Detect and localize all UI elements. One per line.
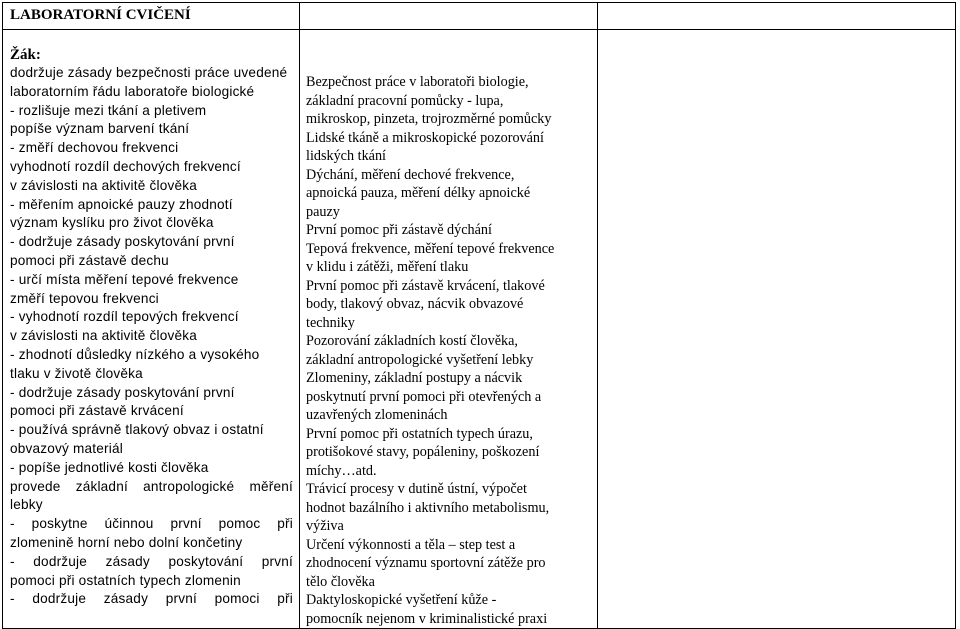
- content-line: míchy…atd.: [306, 462, 377, 479]
- content-line: Dýchání, měření dechové frekvence,: [306, 166, 515, 183]
- content-line: Daktyloskopické vyšetření kůže -: [306, 592, 497, 608]
- outcomes-list: [10, 64, 299, 609]
- outcome-line: pomoci při zástavě krvácení: [10, 403, 184, 419]
- outcome-line: lebky: [10, 497, 43, 513]
- outcome-line: dodržuje zásady bezpečnosti práce uvedené: [10, 65, 288, 80]
- outcome-line: - dodržuje zásady první pomoci při: [10, 591, 293, 607]
- outcome-line: - vyhodnotí rozdíl tepových frekvencí: [10, 309, 239, 325]
- outcome-line: - měřením apnoické pauzy zhodnotí: [10, 196, 233, 212]
- table-title: LABORATORNÍ CVIČENÍ: [10, 7, 191, 23]
- content-line: lidských tkání: [306, 148, 386, 164]
- content-line: uzavřených zlomeninách: [306, 407, 448, 423]
- content-line: Určení výkonnosti a těla – step test a: [306, 536, 516, 553]
- content-line: v klidu i zátěži, měření tlaku: [306, 259, 469, 275]
- outcome-line: změří tepovou frekvenci: [10, 290, 159, 306]
- outcome-line: vyhodnotí rozdíl dechových frekvencí: [10, 158, 241, 174]
- outcome-line: - dodržuje zásady poskytování první: [10, 234, 235, 250]
- notes-cell: [598, 30, 956, 629]
- outcome-line: laboratorním řádu laboratoře biologické: [10, 83, 255, 99]
- outcomes-cell: [3, 30, 300, 629]
- outcome-line: v závislosti na aktivitě člověka: [10, 328, 197, 344]
- outcome-line: - zhodnotí důsledky nízkého a vysokého: [10, 346, 260, 362]
- content-line: výživa: [306, 518, 344, 534]
- header-cell-content: [300, 3, 598, 30]
- outcome-line: - používá správně tlakový obvaz i ostatní: [10, 422, 264, 438]
- outcome-line: - poskytne účinnou první pomoc při: [10, 516, 293, 532]
- header-cell-notes: [598, 3, 956, 30]
- content-line: body, tlakový obvaz, nácvik obvazové: [306, 296, 524, 312]
- outcome-line: význam kyslíku pro život člověka: [10, 215, 214, 231]
- content-line: apnoická pauza, měření délky apnoické: [306, 185, 531, 201]
- outcome-line: - rozlišuje mezi tkání a pletivem: [10, 102, 207, 118]
- content-line: tělo člověka: [306, 573, 375, 590]
- content-line: hodnot bazálního i aktivního metabolismu,: [306, 499, 550, 516]
- outcome-line: - určí místa měření tepové frekvence: [10, 271, 239, 287]
- content-line: První pomoc při zástavě krvácení, tlakové: [306, 277, 545, 294]
- content-list: [306, 73, 597, 628]
- outcome-line: - dodržuje zásady poskytování první: [10, 553, 293, 569]
- content-line: pomocník nejenom v kriminalistické praxi: [306, 610, 548, 627]
- content-line: Zlomeniny, základní postupy a nácvik: [306, 370, 523, 386]
- content-line: Bezpečnost práce v laboratoři biologie,: [306, 74, 529, 90]
- content-line: pauzy: [306, 203, 340, 220]
- content-line: mikroskop, pinzeta, trojrozměrné pomůcky: [306, 111, 552, 127]
- outcome-line: obvazový materiál: [10, 440, 123, 456]
- content-line: základní antropologické vyšetření lebky: [306, 351, 534, 368]
- header-cell-outcomes: [3, 3, 300, 30]
- content-line: zhodnocení významu sportovní zátěže pro: [306, 555, 546, 571]
- content-line: poskytnutí první pomoci při otevřených a: [306, 388, 542, 405]
- outcome-line: popíše význam barvení tkání: [10, 121, 190, 137]
- outcome-line: - změří dechovou frekvenci: [10, 140, 179, 156]
- content-line: techniky: [306, 314, 355, 331]
- content-line: První pomoc při ostatních typech úrazu,: [306, 425, 533, 442]
- content-line: Trávicí procesy v dutině ústní, výpočet: [306, 481, 527, 497]
- outcome-line: zlomenině horní nebo dolní končetiny: [10, 534, 243, 550]
- content-cell: [300, 30, 598, 629]
- content-line: První pomoc při zástavě dýchání: [306, 222, 492, 238]
- content-line: základní pracovní pomůcky - lupa,: [306, 92, 504, 109]
- outcome-line: pomoci při ostatních typech zlomenin: [10, 572, 241, 588]
- outcome-line: pomoci při zástavě dechu: [10, 252, 169, 268]
- content-line: protišokové stavy, popáleniny, poškození: [306, 444, 540, 460]
- outcome-line: provede základní antropologické měření: [10, 478, 293, 494]
- header-row: [3, 3, 956, 30]
- content-line: Lidské tkáně a mikroskopické pozorování: [306, 129, 544, 146]
- content-line: Tepová frekvence, měření tepové frekvence: [306, 240, 555, 257]
- content-line: Pozorování základních kostí člověka,: [306, 333, 518, 349]
- outcome-line: v závislosti na aktivitě člověka: [10, 177, 197, 193]
- outcomes-heading: Žák:: [10, 47, 41, 63]
- outcome-line: - dodržuje zásady poskytování první: [10, 384, 235, 400]
- body-row: [3, 30, 956, 629]
- outcome-line: - popíše jednotlivé kosti člověka: [10, 459, 209, 475]
- outcome-line: tlaku v životě člověka: [10, 365, 143, 381]
- curriculum-table: [2, 2, 956, 629]
